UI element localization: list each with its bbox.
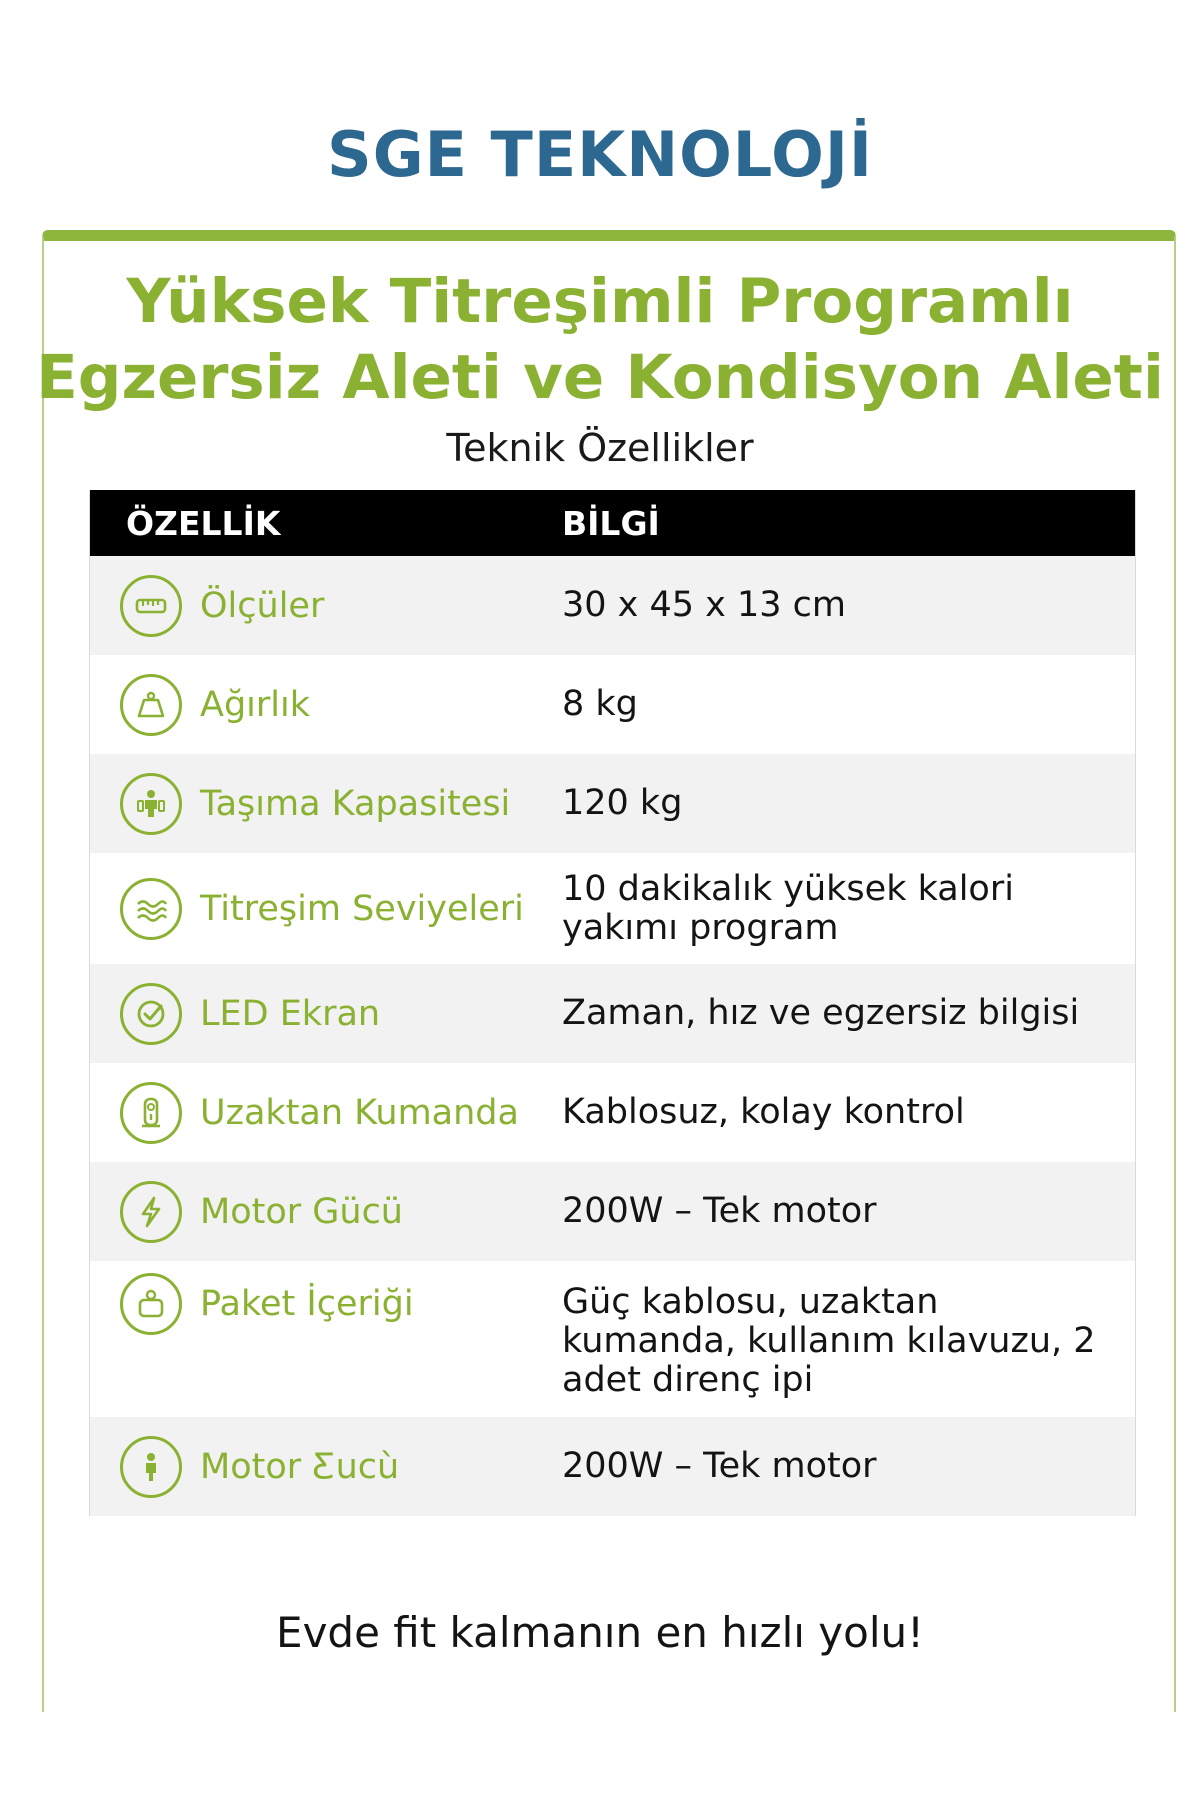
table-row xyxy=(90,853,1135,964)
column-header-info: BİLGİ xyxy=(562,503,660,543)
feature-label: Ağırlık xyxy=(200,684,310,725)
feature-label: LED Ekran xyxy=(200,993,381,1034)
table-row xyxy=(90,964,1135,1063)
spec-table-header xyxy=(90,490,1135,556)
feature-value: 30 x 45 x 13 cm xyxy=(562,585,846,625)
product-title xyxy=(0,264,1200,416)
feature-value: 8 kg xyxy=(562,684,638,724)
table-row xyxy=(90,655,1135,754)
table-row xyxy=(90,556,1135,655)
feature-label: Uzaktan Kumanda xyxy=(200,1092,519,1133)
table-row xyxy=(90,1261,1135,1417)
feature-value: 200W – Tek motor xyxy=(562,1191,877,1231)
table-row xyxy=(90,754,1135,853)
feature-label: Taşıma Kapasitesi xyxy=(200,783,511,824)
table-row xyxy=(90,1162,1135,1261)
ruler-icon xyxy=(120,575,182,637)
table-row xyxy=(90,1063,1135,1162)
package-icon xyxy=(120,1273,182,1335)
table-row xyxy=(90,1417,1135,1516)
section-subtitle: Teknik Özellikler xyxy=(446,426,754,470)
feature-value: 200W – Tek motor xyxy=(562,1446,877,1486)
remote-control-icon xyxy=(120,1082,182,1144)
feature-value: 10 dakikalık yüksek kalori yakımı program xyxy=(562,868,1014,948)
person-capacity-icon xyxy=(120,773,182,835)
feature-value: Kablosuz, kolay kontrol xyxy=(562,1092,965,1132)
display-check-icon xyxy=(120,983,182,1045)
feature-label: Motor Gücü xyxy=(200,1191,403,1232)
person-icon xyxy=(120,1436,182,1498)
feature-value: Güç kablosu, uzaktan kumanda, kullanım kılavuzu, 2 adet direnç ipi xyxy=(562,1282,1096,1400)
feature-label: Ölçüler xyxy=(200,585,325,626)
feature-value: Zaman, hız ve egzersiz bilgisi xyxy=(562,993,1080,1033)
product-title-line-2: Egzersiz Aleti ve Kondisyon Aleti xyxy=(36,342,1164,413)
feature-label: Paket İçeriği xyxy=(200,1284,414,1324)
brand-title: SGE TEKNOLOJİ xyxy=(327,118,873,191)
product-title-line-1: Yüksek Titreşimli Programlı xyxy=(126,266,1074,337)
footer-slogan: Evde fit kalmanın en hızlı yolu! xyxy=(276,1608,924,1657)
feature-label: Motor Ƹucù xyxy=(200,1446,400,1487)
feature-label: Titreşim Seviyeleri xyxy=(200,888,524,929)
column-header-feature: ÖZELLİK xyxy=(126,503,281,543)
feature-value: 120 kg xyxy=(562,783,683,823)
lightning-icon xyxy=(120,1181,182,1243)
weight-icon xyxy=(120,674,182,736)
vibration-waves-icon xyxy=(120,878,182,940)
spec-table xyxy=(89,490,1136,1516)
